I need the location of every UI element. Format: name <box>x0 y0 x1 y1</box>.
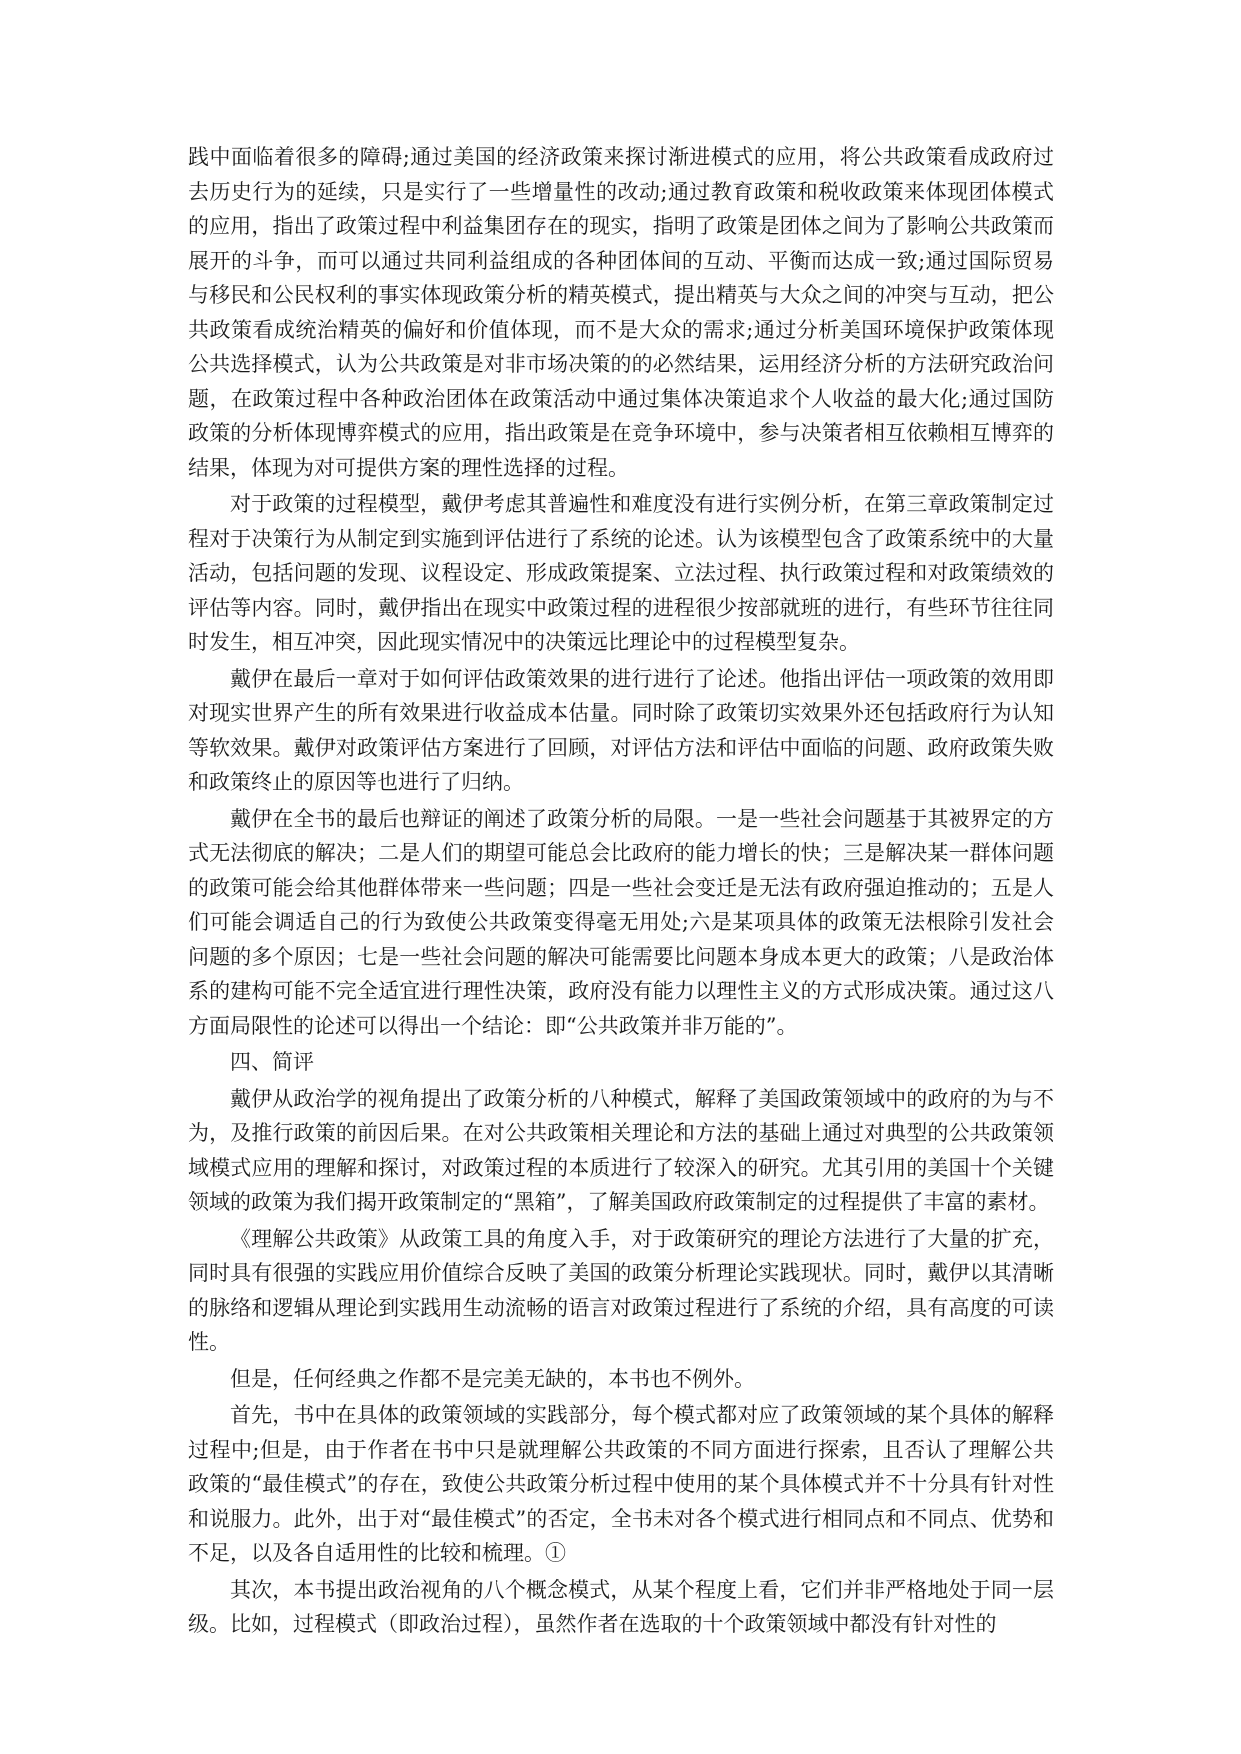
paragraph-process-model: 对于政策的过程模型，戴伊考虑其普遍性和难度没有进行实例分析，在第三章政策制定过程对于决策行为从制定到实施到评估进行了系统的论述。认为该模型包含了政策系统中的大量活动，包括问题的发现、议程设定、形成政策提案、立法过程、执行政策过程和对政策绩效的评估等内容。同时，戴伊指出在现实中政策过程的进程很少按部就班的进行，有些环节往往同时发生，相互冲突，因此现实情况中的决策远比理论中的过程模型复杂。 <box>188 492 1054 654</box>
paragraph-policy-evaluation: 戴伊在最后一章对于如何评估政策效果的进行进行了论述。他指出评估一项政策的效用即对现实世界产生的所有效果进行收益成本估量。同时除了政策切实效果外还包括政府行为认知等软效果。戴伊对政策评估方案进行了回顾，对评估方法和评估中面临的问题、政府政策失败和政策终止的原因等也进行了归纳。 <box>188 666 1054 794</box>
paragraph-continued: 践中面临着很多的障碍;通过美国的经济政策来探讨渐进模式的应用，将公共政策看成政府过去历史行为的延续，只是实行了一些增量性的改动;通过教育政策和税收政策来体现团体模式的应用，指出了政策过程中利益集团存在的现实，指明了政策是团体之间为了影响公共政策而展开的斗争，而可以通过共同利益组成的各种团体间的互动、平衡而达成一致;通过国际贸易与移民和公民权利的事实体现政策分析的精英模式，提出精英与大众之间的冲突与互动，把公共政策看成统治精英的偏好和价值体现，而不是大众的需求;通过分析美国环境保护政策体现公共选择模式，认为公共政策是对非市场决策的的必然结果，运用经济分析的方法研究政治问题，在政策过程中各种政治团体在政策活动中通过集体决策追求个人收益的最大化;通过国防政策的分析体现博弈模式的应用，指出政策是在竞争环境中，参与决策者相互依赖相互博弈的结果，体现为对可提供方案的理性选择的过程。 <box>188 145 1054 480</box>
section-heading-review: 四、简评 <box>230 1050 314 1074</box>
paragraph-review-2: 《理解公共政策》从政策工具的角度入手，对于政策研究的理论方法进行了大量的扩充，同时具有很强的实践应用价值综合反映了美国的政策分析理论实践现状。同时，戴伊以其清晰的脉络和逻辑从理论到实践用生动流畅的语言对政策过程进行了系统的介绍，具有高度的可读性。 <box>188 1226 1054 1354</box>
paragraph-first-critique: 首先，书中在具体的政策领域的实践部分，每个模式都对应了政策领域的某个具体的解释过程中;但是，由于作者在书中只是就理解公共政策的不同方面进行探索，且否认了理解公共政策的“最佳模式”的存在，致使公共政策分析过程中使用的某个具体模式并不十分具有针对性和说服力。此外，出于对“最佳模式”的否定，全书未对各个模式进行相同点和不同点、优势和不足，以及各自适用性的比较和梳理。① <box>188 1403 1054 1565</box>
paragraph-review-3: 但是，任何经典之作都不是完美无缺的，本书也不例外。 <box>230 1366 755 1391</box>
paragraph-review-1: 戴伊从政治学的视角提出了政策分析的八种模式，解释了美国政策领域中的政府的为与不为，及推行政策的前因后果。在对公共政策相关理论和方法的基础上通过对典型的公共政策领域模式应用的理解和探讨，对政策过程的本质进行了较深入的研究。尤其引用的美国十个关键领域的政策为我们揭开政策制定的“黑箱”，了解美国政府政策制定的过程提供了丰富的素材。 <box>188 1086 1054 1214</box>
paragraph-second-critique: 其次，本书提出政治视角的八个概念模式，从某个程度上看，它们并非严格地处于同一层级。比如，过程模式（即政治过程），虽然作者在选取的十个政策领域中都没有针对性的 <box>188 1577 1054 1636</box>
body-text <box>188 140 1054 1644</box>
paragraph-policy-limits: 戴伊在全书的最后也辩证的阐述了政策分析的局限。一是一些社会问题基于其被界定的方式无法彻底的解决；二是人们的期望可能总会比政府的能力增长的快；三是解决某一群体问题的政策可能会给其他群体带来一些问题；四是一些社会变迁是无法有政府强迫推动的；五是人们可能会调适自己的行为致使公共政策变得毫无用处;六是某项具体的政策无法根除引发社会问题的多个原因；七是一些社会问题的解决可能需要比问题本身成本更大的政策；八是政治体系的建构可能不完全适宜进行理性决策，政府没有能力以理性主义的方式形成决策。通过这八方面局限性的论述可以得出一个结论：即“公共政策并非万能的”。 <box>188 806 1054 1038</box>
